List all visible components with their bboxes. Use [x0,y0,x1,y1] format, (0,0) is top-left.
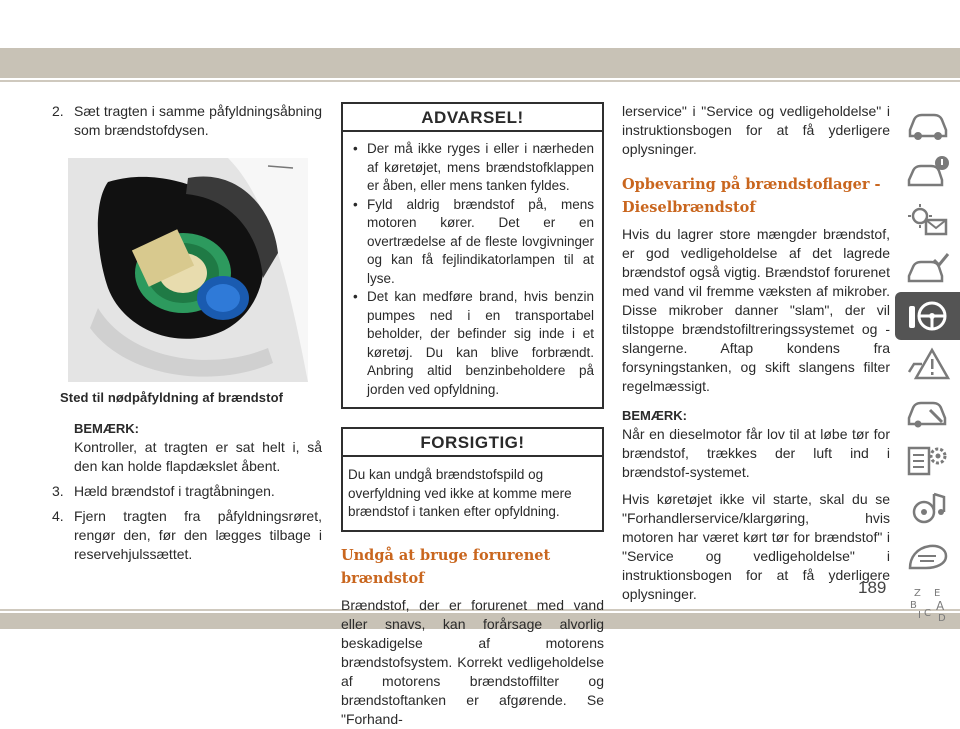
header-band [0,48,960,78]
gear-list-icon[interactable] [895,436,960,484]
continued-text: lerservice" i "Service og vedligeholdelse" i instruktionsbogen for at få yderligere oplysninger. [622,103,890,157]
step-2 [52,102,322,140]
svg-text:Z: Z [913,588,921,599]
section-body: Brændstof, der er forurenet med vand eller snavs, kan forårsage alvorlig beskadigelse af motorens brændstofsystem. Korrekt vedligeholdelse af motorens brændstoffilter og brændstoftanken er afgørende. Se "Forhand- [341,596,604,727]
warning-title: ADVARSEL! [343,104,602,132]
step-3 [52,482,322,501]
fuel-filler-illustration [68,158,308,382]
step-number: 4. [52,508,64,524]
step-number: 3. [52,483,64,499]
section-heading: Undgå at bruge forurenet brændstof [341,546,551,587]
left-column [52,102,322,564]
dashboard-lights-icon[interactable] [895,196,960,244]
svg-text:B: B [909,600,917,611]
fuel-filler-photo [68,158,308,382]
warning-bullet: • Der må ikke ryges i eller i nærheden af køretøjet, mens brændstofklappen er åben, eller mens tanken fyldes. [351,140,594,196]
caution-body: Du kan undgå brændstofspild og overfyldning ved ikke at komme mere brændstof i tanken efter opfyldning. [348,467,572,519]
car-check-icon[interactable] [895,244,960,292]
warning-bullet: • Det kan medføre brand, hvis benzin pumpes ned i en transportabel beholder, der befinder sig inde i et køretøj. Du kan blive forbrændt. Anbring altid benzinbeholdere på jorden ved opfyldning. [351,288,594,399]
svg-text:E: E [933,588,940,599]
step-number: 2. [52,103,64,119]
section-body: Hvis du lagrer store mængder brændstof, er god vedligeholdelse af det lagrede brændstof også vigtig. Brændstof forurenet med vand vil fremme væksten af mikrober. Disse mikrober danner "slam", der vil tilstoppe brændstofiltreringssystemet og -slangerne. Aftap kondens fra forsyningstanken, og skift slangens filter regelmæssigt. [622,226,890,394]
right-column [622,102,890,604]
note-heading: BEMÆRK: [74,421,139,436]
index-letters-icon[interactable] [895,580,960,628]
step-text: Fjern tragten fra påfyldningsrøret, rengør den, før den lægges tilbage i reservehjulssættet. [74,508,322,562]
list-icon[interactable] [895,532,960,580]
svg-text:A: A [935,599,944,613]
chapter-sidebar [895,100,960,628]
step-4 [52,507,322,564]
svg-text:D: D [937,613,946,624]
car-icon[interactable] [895,100,960,148]
warning-triangle-icon[interactable] [895,340,960,388]
middle-column [341,102,604,729]
caution-title: FORSIGTIG! [343,429,602,457]
section-heading-line: Opbevaring på brændstoflager - [622,176,881,193]
car-info-icon[interactable] [895,148,960,196]
caution-box [341,427,604,532]
note-heading: BEMÆRK: [622,408,687,423]
final-paragraph: Hvis køretøjet ikke vil starte, skal du se "Forhandlerservice/klargøring, hvis motoren har været kørt tør for brændstof" i "Service og vedligeholdelse" i instruktionsbogen for at få yderligere oplysninger. [622,491,890,602]
section-heading-line: Dieselbrændstof [622,199,756,216]
steering-wheel-icon[interactable] [895,292,960,340]
note-body: Kontroller, at tragten er sat helt i, så den kan holde flapdækslet åbent. [74,439,322,474]
warning-box [341,102,604,409]
multimedia-icon[interactable] [895,484,960,532]
step-text: Sæt tragten i samme påfyldningsåbning som brændstofdysen. [74,103,322,138]
warning-bullet: • Fyld aldrig brændstof på, mens motoren kører. Det er en overtrædelse af de fleste lovgivninger og kan få fejlindikatorlampen til at lyse. [351,196,594,289]
svg-text:I: I [917,610,921,621]
header-rule [0,80,960,82]
warning-body [343,132,602,407]
section-heading [622,173,890,219]
photo-caption: Sted til nødpåfyldning af brændstof [60,390,284,405]
car-maintenance-icon[interactable] [895,388,960,436]
page-number: 189 [858,578,887,597]
step-text: Hæld brændstof i tragtåbningen. [74,483,275,499]
note-body: Når en dieselmotor får lov til at løbe tør for brændstof, trækkes der luft ind i brændstof-systemet. [622,426,890,480]
svg-text:C: C [923,608,931,619]
